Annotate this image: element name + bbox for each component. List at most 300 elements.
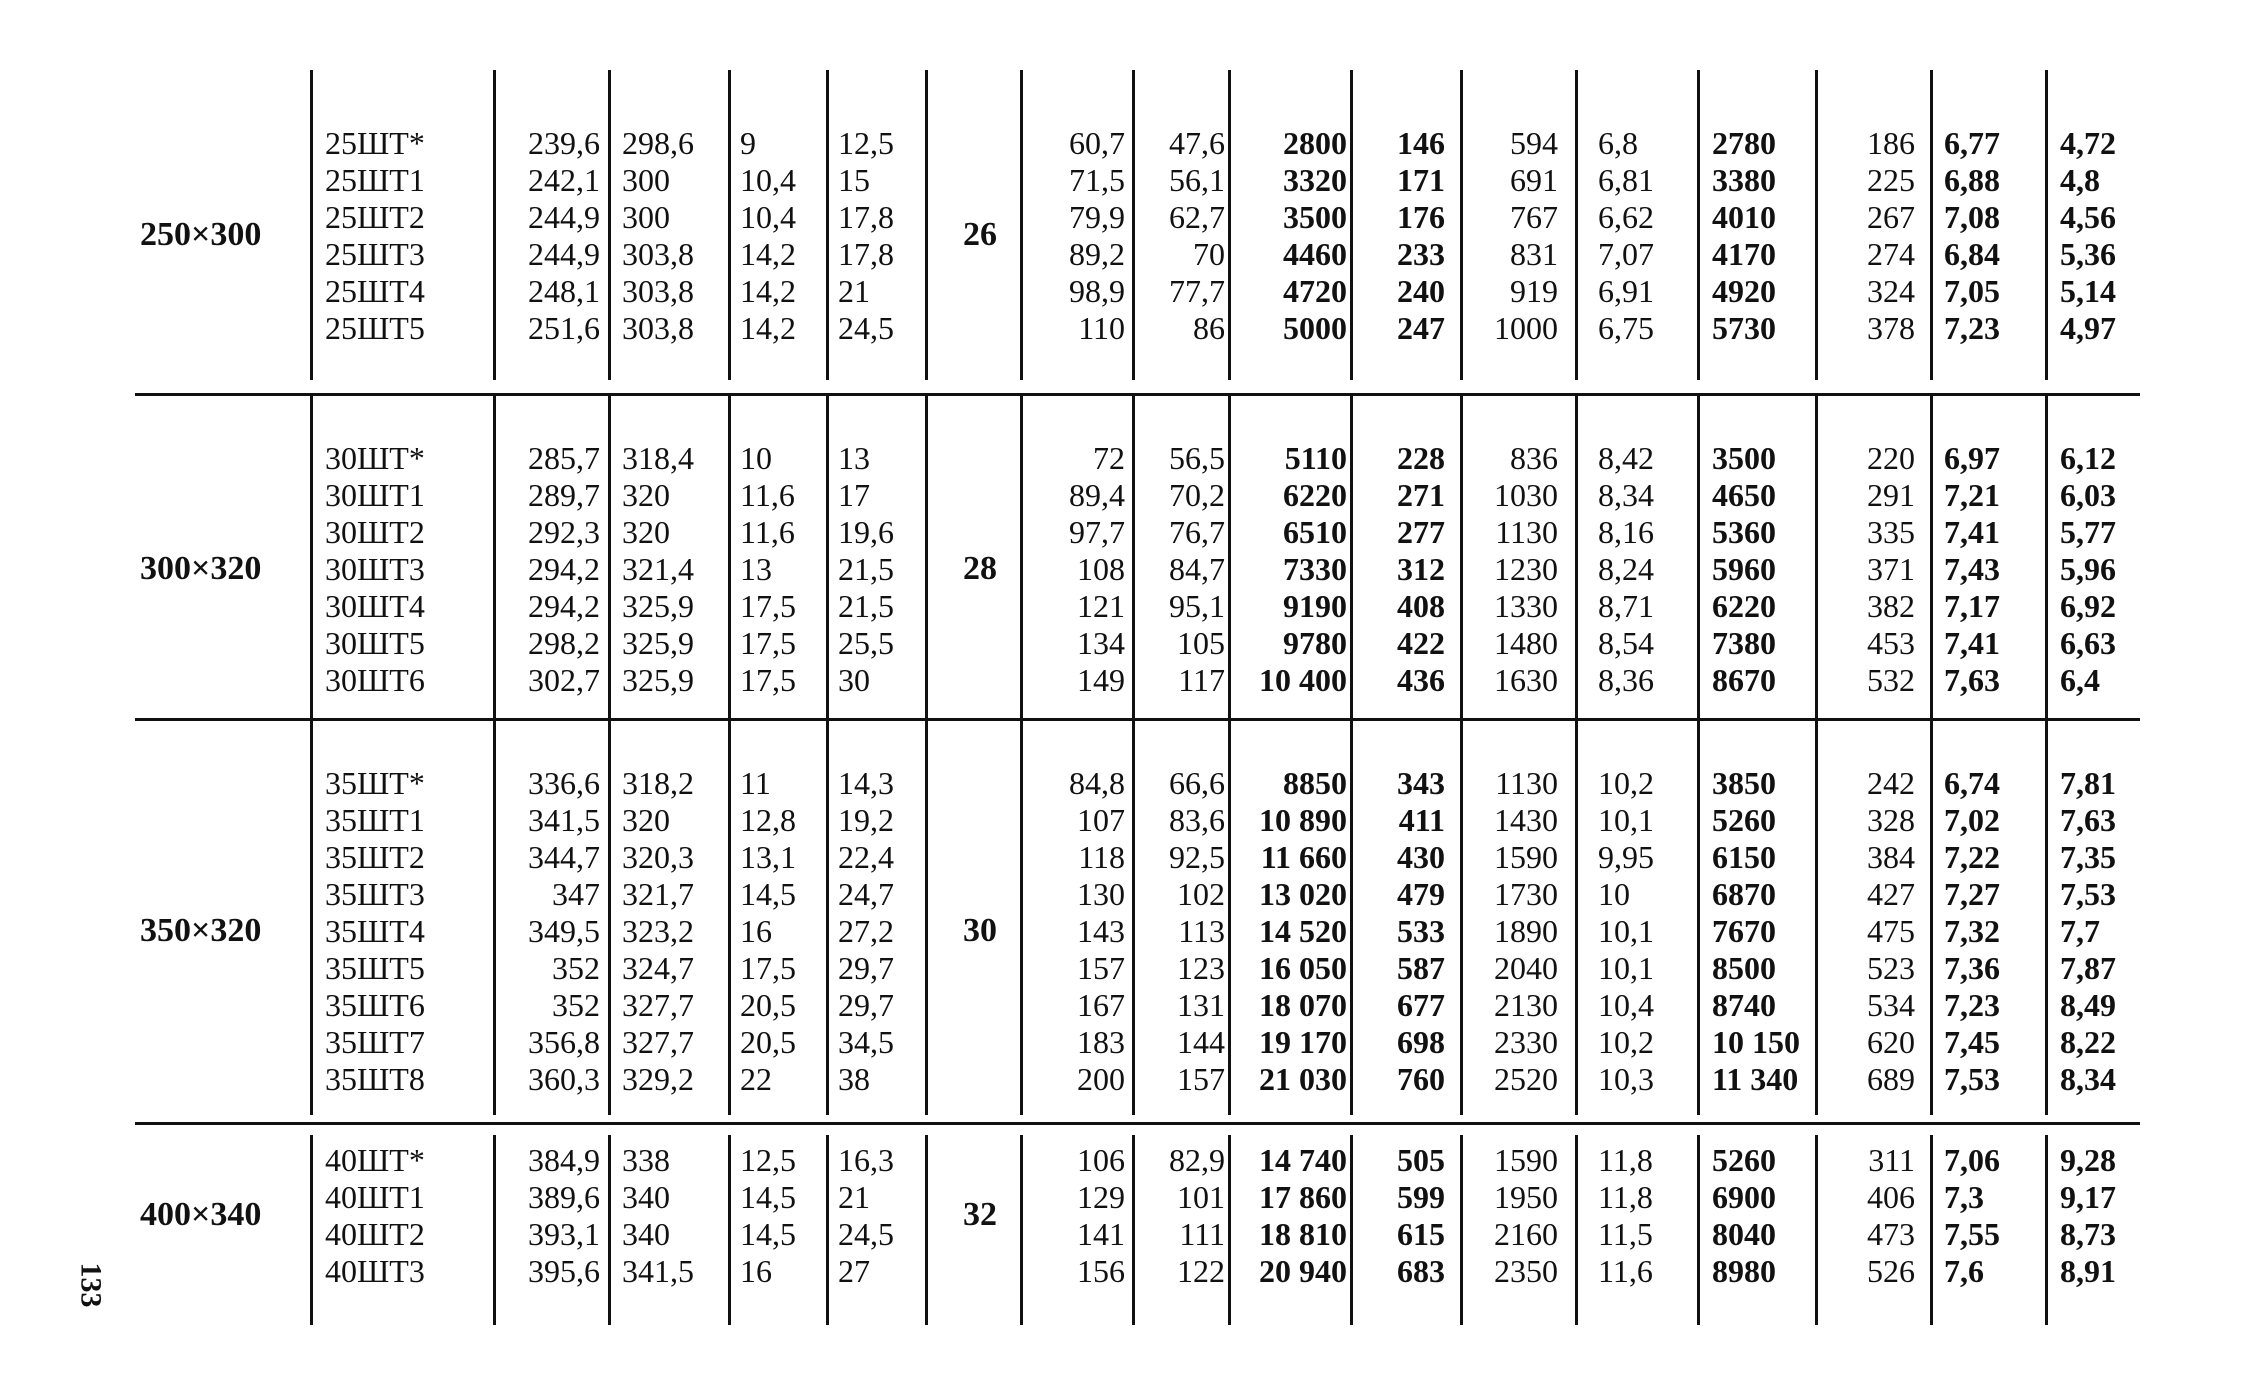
table-cell: 20,5 xyxy=(740,987,796,1023)
table-cell: 14,5 xyxy=(740,1179,796,1215)
value-column xyxy=(1470,125,1558,347)
table-cell: 17,8 xyxy=(838,199,894,235)
table-cell: 242,1 xyxy=(528,162,600,198)
table-cell: 21,5 xyxy=(838,551,894,587)
table-cell: 2040 xyxy=(1494,950,1558,986)
profile-designation: 30ШТ5 xyxy=(325,625,425,661)
table-cell: 7,55 xyxy=(1944,1216,2000,1252)
table-cell: 302,7 xyxy=(528,662,600,698)
table-cell: 289,7 xyxy=(528,477,600,513)
table-cell: 141 xyxy=(1077,1216,1125,1252)
table-cell: 4460 xyxy=(1283,236,1347,272)
table-cell: 919 xyxy=(1510,273,1558,309)
table-cell: 7,53 xyxy=(1944,1061,2000,1097)
profile-designation: 40ШТ1 xyxy=(325,1179,425,1215)
table-cell: 378 xyxy=(1867,310,1915,346)
value-column xyxy=(622,1142,722,1290)
column-rule xyxy=(1697,1135,1700,1325)
table-cell: 113 xyxy=(1178,913,1225,949)
column-rule xyxy=(1697,70,1700,380)
table-cell: 4650 xyxy=(1712,477,1776,513)
table-cell: 97,7 xyxy=(1069,514,1125,550)
table-cell: 7380 xyxy=(1712,625,1776,661)
value-column xyxy=(1232,125,1347,347)
table-cell: 411 xyxy=(1398,802,1445,838)
column-rule xyxy=(2045,395,2048,720)
table-cell: 4170 xyxy=(1712,236,1776,272)
value-column xyxy=(1840,125,1915,347)
value-column xyxy=(1598,1142,1683,1290)
column-rule xyxy=(310,70,313,380)
table-cell: 523 xyxy=(1867,950,1915,986)
table-cell: 8,71 xyxy=(1598,588,1654,624)
table-cell: 389,6 xyxy=(528,1179,600,1215)
table-cell: 2520 xyxy=(1494,1061,1558,1097)
table-cell: 2780 xyxy=(1712,125,1776,161)
value-column xyxy=(1140,1142,1225,1290)
table-cell: 300 xyxy=(622,199,670,235)
profile-designation: 35ШТ2 xyxy=(325,839,425,875)
table-cell: 7330 xyxy=(1283,551,1347,587)
value-column xyxy=(1140,440,1225,699)
table-cell: 70 xyxy=(1193,236,1225,272)
table-cell: 3320 xyxy=(1283,162,1347,198)
table-cell: 4,8 xyxy=(2060,162,2100,198)
table-cell: 327,7 xyxy=(622,987,694,1023)
table-cell: 395,6 xyxy=(528,1253,600,1289)
table-cell: 25,5 xyxy=(838,625,894,661)
table-cell: 300 xyxy=(622,162,670,198)
designation-column xyxy=(325,1142,475,1290)
table-cell: 14,2 xyxy=(740,273,796,309)
table-cell: 7,02 xyxy=(1944,802,2000,838)
table-cell: 123 xyxy=(1177,950,1225,986)
value-column xyxy=(1360,440,1445,699)
profile-depth: 26 xyxy=(963,216,997,253)
table-cell: 156 xyxy=(1077,1253,1125,1289)
table-cell: 21 xyxy=(838,273,870,309)
column-rule xyxy=(310,395,313,720)
table-cell: 767 xyxy=(1510,199,1558,235)
table-cell: 225 xyxy=(1867,162,1915,198)
column-rule xyxy=(493,1135,496,1325)
table-cell: 6,62 xyxy=(1598,199,1654,235)
column-rule xyxy=(826,395,829,720)
table-cell: 341,5 xyxy=(528,802,600,838)
table-cell: 683 xyxy=(1397,1253,1445,1289)
table-cell: 98,9 xyxy=(1069,273,1125,309)
table-cell: 534 xyxy=(1867,987,1915,1023)
table-cell: 371 xyxy=(1867,551,1915,587)
table-cell: 10 890 xyxy=(1259,802,1347,838)
profile-designation: 30ШТ4 xyxy=(325,588,425,624)
table-cell: 1890 xyxy=(1494,913,1558,949)
table-cell: 7,45 xyxy=(1944,1024,2000,1060)
table-cell: 10,4 xyxy=(1598,987,1654,1023)
table-cell: 13 xyxy=(740,551,772,587)
column-rule xyxy=(728,720,731,1115)
table-cell: 318,2 xyxy=(622,765,694,801)
table-cell: 11 340 xyxy=(1712,1061,1799,1097)
table-cell: 167 xyxy=(1077,987,1125,1023)
table-cell: 294,2 xyxy=(528,588,600,624)
table-cell: 7,3 xyxy=(1944,1179,1984,1215)
table-cell: 186 xyxy=(1867,125,1915,161)
profile-designation: 25ШТ2 xyxy=(325,199,425,235)
table-cell: 298,2 xyxy=(528,625,600,661)
table-cell: 691 xyxy=(1510,162,1558,198)
table-cell: 6510 xyxy=(1283,514,1347,550)
table-cell: 1130 xyxy=(1495,765,1558,801)
column-rule xyxy=(1228,395,1231,720)
table-cell: 347 xyxy=(552,876,600,912)
value-column xyxy=(1035,1142,1125,1290)
value-column xyxy=(1598,440,1683,699)
table-cell: 831 xyxy=(1510,236,1558,272)
column-rule xyxy=(1930,70,1933,380)
table-cell: 9,95 xyxy=(1598,839,1654,875)
table-cell: 101 xyxy=(1177,1179,1225,1215)
table-cell: 5,96 xyxy=(2060,551,2116,587)
table-cell: 200 xyxy=(1077,1061,1125,1097)
table-cell: 248,1 xyxy=(528,273,600,309)
table-cell: 38 xyxy=(838,1061,870,1097)
table-cell: 7,05 xyxy=(1944,273,2000,309)
table-cell: 303,8 xyxy=(622,273,694,309)
column-rule xyxy=(925,70,928,380)
table-cell: 242 xyxy=(1867,765,1915,801)
table-cell: 599 xyxy=(1397,1179,1445,1215)
value-column xyxy=(740,765,815,1098)
profile-size: 300×320 xyxy=(140,549,262,587)
value-column xyxy=(502,440,600,699)
value-column xyxy=(622,440,722,699)
value-column xyxy=(1360,1142,1445,1290)
table-cell: 8980 xyxy=(1712,1253,1776,1289)
table-cell: 2160 xyxy=(1494,1216,1558,1252)
table-cell: 4920 xyxy=(1712,273,1776,309)
table-cell: 1330 xyxy=(1494,588,1558,624)
table-cell: 82,9 xyxy=(1169,1142,1225,1178)
table-cell: 118 xyxy=(1078,839,1125,875)
table-cell: 8,36 xyxy=(1598,662,1654,698)
table-cell: 144 xyxy=(1177,1024,1225,1060)
table-cell: 18 810 xyxy=(1259,1216,1347,1252)
designation-column xyxy=(325,765,475,1098)
column-rule xyxy=(1930,720,1933,1115)
column-rule xyxy=(2045,70,2048,380)
table-cell: 10,2 xyxy=(1598,765,1654,801)
table-cell: 16 050 xyxy=(1259,950,1347,986)
designation-column xyxy=(325,440,475,699)
table-cell: 5000 xyxy=(1283,310,1347,346)
table-cell: 329,2 xyxy=(622,1061,694,1097)
value-column xyxy=(1360,125,1445,347)
table-cell: 271 xyxy=(1397,477,1445,513)
profile-designation: 30ШТ* xyxy=(325,440,425,476)
value-column xyxy=(1712,765,1827,1098)
table-cell: 9 xyxy=(740,125,756,161)
table-cell: 16 xyxy=(740,1253,772,1289)
table-cell: 406 xyxy=(1867,1179,1915,1215)
table-cell: 384 xyxy=(1867,839,1915,875)
table-cell: 6,92 xyxy=(2060,588,2116,624)
profile-designation: 25ШТ4 xyxy=(325,273,425,309)
table-cell: 320 xyxy=(622,514,670,550)
column-rule xyxy=(728,1135,731,1325)
table-cell: 320,3 xyxy=(622,839,694,875)
table-cell: 7,21 xyxy=(1944,477,2000,513)
profile-designation: 25ШТ3 xyxy=(325,236,425,272)
value-column xyxy=(1232,440,1347,699)
column-rule xyxy=(728,395,731,720)
table-cell: 95,1 xyxy=(1169,588,1225,624)
table-cell: 274 xyxy=(1867,236,1915,272)
table-cell: 14,5 xyxy=(740,1216,796,1252)
table-cell: 12,5 xyxy=(838,125,894,161)
table-cell: 352 xyxy=(552,950,600,986)
table-cell: 4,97 xyxy=(2060,310,2116,346)
table-cell: 5,77 xyxy=(2060,514,2116,550)
table-cell: 251,6 xyxy=(528,310,600,346)
table-cell: 8,42 xyxy=(1598,440,1654,476)
table-cell: 8,34 xyxy=(1598,477,1654,513)
table-cell: 19 170 xyxy=(1259,1024,1347,1060)
table-cell: 1590 xyxy=(1494,1142,1558,1178)
table-cell: 8,34 xyxy=(2060,1061,2116,1097)
table-cell: 11,5 xyxy=(1598,1216,1653,1252)
column-rule xyxy=(608,395,611,720)
table-cell: 8670 xyxy=(1712,662,1776,698)
table-cell: 247 xyxy=(1397,310,1445,346)
table-cell: 86 xyxy=(1193,310,1225,346)
table-cell: 102 xyxy=(1177,876,1225,912)
table-cell: 303,8 xyxy=(622,310,694,346)
table-cell: 475 xyxy=(1867,913,1915,949)
column-rule xyxy=(1228,1135,1231,1325)
table-cell: 9,17 xyxy=(2060,1179,2116,1215)
profile-designation: 25ШТ5 xyxy=(325,310,425,346)
table-cell: 228 xyxy=(1397,440,1445,476)
value-column xyxy=(1140,125,1225,347)
table-cell: 422 xyxy=(1397,625,1445,661)
table-cell: 8,73 xyxy=(2060,1216,2116,1252)
group-divider xyxy=(135,393,2140,396)
table-cell: 12,5 xyxy=(740,1142,796,1178)
value-column xyxy=(502,765,600,1098)
table-cell: 7,81 xyxy=(2060,765,2116,801)
profile-designation: 30ШТ2 xyxy=(325,514,425,550)
table-cell: 6,91 xyxy=(1598,273,1654,309)
column-rule xyxy=(1575,395,1578,720)
table-cell: 34,5 xyxy=(838,1024,894,1060)
column-rule xyxy=(925,395,928,720)
table-cell: 356,8 xyxy=(528,1024,600,1060)
table-cell: 79,9 xyxy=(1069,199,1125,235)
table-cell: 5960 xyxy=(1712,551,1776,587)
table-cell: 352 xyxy=(552,987,600,1023)
table-cell: 1480 xyxy=(1494,625,1558,661)
table-cell: 6220 xyxy=(1712,588,1776,624)
page-number: 133 xyxy=(74,1262,108,1308)
table-cell: 8740 xyxy=(1712,987,1776,1023)
profile-depth: 30 xyxy=(963,911,997,949)
table-cell: 6,12 xyxy=(2060,440,2116,476)
profile-designation: 35ШТ6 xyxy=(325,987,425,1023)
table-cell: 311 xyxy=(1868,1142,1915,1178)
value-column xyxy=(1598,765,1683,1098)
table-cell: 24,5 xyxy=(838,310,894,346)
value-column xyxy=(622,765,722,1098)
table-cell: 56,1 xyxy=(1169,162,1225,198)
table-cell: 453 xyxy=(1867,625,1915,661)
table-cell: 9780 xyxy=(1283,625,1347,661)
table-cell: 430 xyxy=(1397,839,1445,875)
table-cell: 320 xyxy=(622,802,670,838)
table-cell: 338 xyxy=(622,1142,670,1178)
table-cell: 27 xyxy=(838,1253,870,1289)
table-cell: 149 xyxy=(1077,662,1125,698)
table-cell: 1950 xyxy=(1494,1179,1558,1215)
table-cell: 5,14 xyxy=(2060,273,2116,309)
profile-designation: 40ШТ3 xyxy=(325,1253,425,1289)
table-cell: 19,2 xyxy=(838,802,894,838)
table-cell: 6,4 xyxy=(2060,662,2100,698)
table-cell: 1730 xyxy=(1494,876,1558,912)
table-cell: 324 xyxy=(1867,273,1915,309)
column-rule xyxy=(1575,1135,1578,1325)
column-rule xyxy=(728,70,731,380)
table-cell: 17,5 xyxy=(740,950,796,986)
profile-depth: 28 xyxy=(963,549,997,587)
column-rule xyxy=(1228,720,1231,1115)
table-cell: 318,4 xyxy=(622,440,694,476)
column-rule xyxy=(1020,70,1023,380)
column-rule xyxy=(1575,720,1578,1115)
designation-column xyxy=(325,125,475,347)
table-cell: 1230 xyxy=(1494,551,1558,587)
value-column xyxy=(838,765,918,1098)
table-cell: 9190 xyxy=(1283,588,1347,624)
table-cell: 117 xyxy=(1178,662,1225,698)
table-cell: 14 740 xyxy=(1259,1142,1347,1178)
table-cell: 89,2 xyxy=(1069,236,1125,272)
table-cell: 340 xyxy=(622,1216,670,1252)
table-cell: 1590 xyxy=(1494,839,1558,875)
table-cell: 323,2 xyxy=(622,913,694,949)
column-rule xyxy=(1460,70,1463,380)
column-rule xyxy=(1132,1135,1135,1325)
table-cell: 17,8 xyxy=(838,236,894,272)
table-cell: 7,23 xyxy=(1944,987,2000,1023)
table-cell: 10 xyxy=(1598,876,1630,912)
table-cell: 121 xyxy=(1077,588,1125,624)
value-column xyxy=(1840,440,1915,699)
column-rule xyxy=(1132,70,1135,380)
table-cell: 14,5 xyxy=(740,876,796,912)
table-cell: 24,5 xyxy=(838,1216,894,1252)
table-cell: 24,7 xyxy=(838,876,894,912)
value-column xyxy=(1712,125,1827,347)
column-rule xyxy=(493,720,496,1115)
table-cell: 14,2 xyxy=(740,310,796,346)
table-cell: 349,5 xyxy=(528,913,600,949)
table-cell: 473 xyxy=(1867,1216,1915,1252)
profile-depth: 32 xyxy=(963,1196,997,1233)
table-cell: 21,5 xyxy=(838,588,894,624)
table-cell: 18 070 xyxy=(1259,987,1347,1023)
profile-designation: 40ШТ2 xyxy=(325,1216,425,1252)
table-cell: 2330 xyxy=(1494,1024,1558,1060)
table-cell: 427 xyxy=(1867,876,1915,912)
table-cell: 312 xyxy=(1397,551,1445,587)
value-column xyxy=(2060,440,2135,699)
value-column xyxy=(838,440,918,699)
table-cell: 4,72 xyxy=(2060,125,2116,161)
table-cell: 7,22 xyxy=(1944,839,2000,875)
value-column xyxy=(1140,765,1225,1098)
table-cell: 6,88 xyxy=(1944,162,2000,198)
table-cell: 8,24 xyxy=(1598,551,1654,587)
table-cell: 8500 xyxy=(1712,950,1776,986)
profile-designation: 35ШТ* xyxy=(325,765,425,801)
column-rule xyxy=(1697,395,1700,720)
value-column xyxy=(1840,1142,1915,1290)
table-cell: 10 400 xyxy=(1259,662,1347,698)
profile-designation: 30ШТ3 xyxy=(325,551,425,587)
table-cell: 325,9 xyxy=(622,625,694,661)
table-cell: 62,7 xyxy=(1169,199,1225,235)
table-cell: 56,5 xyxy=(1169,440,1225,476)
table-cell: 328 xyxy=(1867,802,1915,838)
table-cell: 122 xyxy=(1177,1253,1225,1289)
profile-size: 350×320 xyxy=(140,911,262,949)
column-rule xyxy=(1020,1135,1023,1325)
table-cell: 8850 xyxy=(1283,765,1347,801)
table-cell: 84,8 xyxy=(1069,765,1125,801)
table-cell: 134 xyxy=(1077,625,1125,661)
table-cell: 277 xyxy=(1397,514,1445,550)
table-cell: 7,07 xyxy=(1598,236,1654,272)
table-cell: 22,4 xyxy=(838,839,894,875)
table-cell: 220 xyxy=(1867,440,1915,476)
table-cell: 340 xyxy=(622,1179,670,1215)
table-cell: 89,4 xyxy=(1069,477,1125,513)
profile-designation: 35ШТ1 xyxy=(325,802,425,838)
column-rule xyxy=(310,1135,313,1325)
profile-designation: 25ШТ1 xyxy=(325,162,425,198)
table-cell: 17,5 xyxy=(740,662,796,698)
table-cell: 6150 xyxy=(1712,839,1776,875)
table-cell: 22 xyxy=(740,1061,772,1097)
table-cell: 6,77 xyxy=(1944,125,2000,161)
value-column xyxy=(1840,765,1915,1098)
column-rule xyxy=(493,70,496,380)
table-cell: 320 xyxy=(622,477,670,513)
table-cell: 7,6 xyxy=(1944,1253,1984,1289)
table-cell: 3500 xyxy=(1712,440,1776,476)
table-cell: 20,5 xyxy=(740,1024,796,1060)
table-cell: 677 xyxy=(1397,987,1445,1023)
table-cell: 13 020 xyxy=(1259,876,1347,912)
table-cell: 70,2 xyxy=(1169,477,1225,513)
column-rule xyxy=(1350,1135,1353,1325)
column-rule xyxy=(1020,395,1023,720)
table-cell: 6,84 xyxy=(1944,236,2000,272)
table-cell: 13 xyxy=(838,440,870,476)
table-cell: 8,22 xyxy=(2060,1024,2116,1060)
column-rule xyxy=(310,720,313,1115)
